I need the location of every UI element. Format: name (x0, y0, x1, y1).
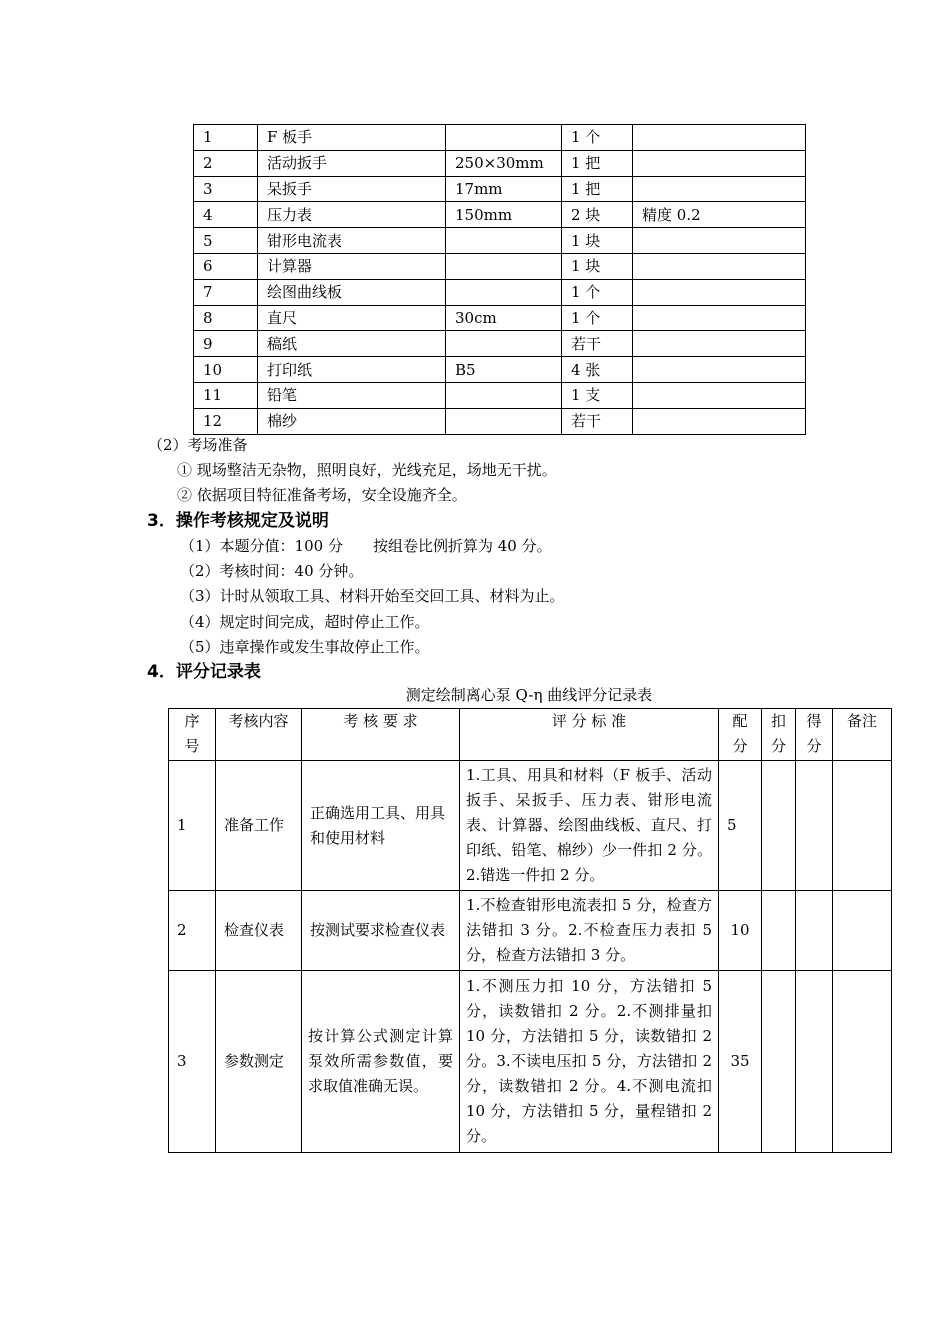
tools-table (193, 124, 806, 435)
tool-no-cell: 4 (194, 202, 258, 228)
tool-note-cell (633, 279, 806, 305)
tool-no-cell: 2 (194, 150, 258, 176)
table-row (194, 253, 806, 279)
tool-spec-cell (446, 331, 562, 357)
tool-qty-cell: 若干 (562, 408, 633, 434)
venue-item-2: ② 依据项目特征准备考场，安全设施齐全。 (177, 486, 467, 504)
tool-spec-cell: 250×30mm (446, 150, 562, 176)
section-3-heading: 3．操作考核规定及说明 (147, 511, 329, 531)
tool-name-cell: 铅笔 (258, 382, 446, 408)
tool-no-cell: 11 (194, 382, 258, 408)
row-requirement: 按测试要求检查仪表 (302, 891, 460, 971)
tool-note-cell (633, 331, 806, 357)
tool-no-cell: 7 (194, 279, 258, 305)
tool-no-cell: 5 (194, 228, 258, 254)
tool-note-cell (633, 176, 806, 202)
tool-spec-cell: 30cm (446, 305, 562, 331)
tool-name-cell: F 板手 (258, 125, 446, 151)
tool-spec-cell (446, 382, 562, 408)
row-content: 检查仪表 (216, 891, 302, 971)
tool-spec-cell (446, 279, 562, 305)
tool-no-cell: 8 (194, 305, 258, 331)
venue-title: （2）考场准备 (148, 436, 248, 454)
tool-qty-cell: 4 张 (562, 357, 633, 383)
table-row (194, 176, 806, 202)
tool-name-cell: 呆扳手 (258, 176, 446, 202)
tool-name-cell: 稿纸 (258, 331, 446, 357)
row-score (796, 891, 833, 971)
header-score: 得分 (796, 709, 833, 761)
tool-note-cell (633, 228, 806, 254)
tool-qty-cell: 1 把 (562, 176, 633, 202)
tool-name-cell: 绘图曲线板 (258, 279, 446, 305)
row-content: 准备工作 (216, 761, 302, 891)
table-row (194, 150, 806, 176)
row-score (796, 761, 833, 891)
tool-name-cell: 压力表 (258, 202, 446, 228)
tool-qty-cell: 1 块 (562, 253, 633, 279)
table-row (194, 331, 806, 357)
tool-name-cell: 棉纱 (258, 408, 446, 434)
header-points: 配分 (719, 709, 762, 761)
row-requirement: 正确选用工具、用具和使用材料 (302, 761, 460, 891)
tool-qty-cell: 1 块 (562, 228, 633, 254)
table-row (194, 228, 806, 254)
tool-note-cell (633, 382, 806, 408)
table-row (169, 891, 892, 971)
table-row (194, 357, 806, 383)
row-deduct (762, 891, 796, 971)
tool-qty-cell: 1 支 (562, 382, 633, 408)
tool-spec-cell: B5 (446, 357, 562, 383)
rule-item-3: （3）计时从领取工具、材料开始至交回工具、材料为止。 (180, 587, 565, 605)
row-remark (833, 971, 892, 1153)
venue-item-1: ① 现场整洁无杂物，照明良好，光线充足，场地无干扰。 (177, 461, 557, 479)
rule-item-5: （5）违章操作或发生事故停止工作。 (180, 638, 430, 656)
tool-no-cell: 12 (194, 408, 258, 434)
row-points: 35 (719, 971, 762, 1153)
tool-name-cell: 钳形电流表 (258, 228, 446, 254)
tool-spec-cell (446, 125, 562, 151)
table-row (169, 971, 892, 1153)
row-no: 3 (169, 971, 216, 1153)
table-row (194, 408, 806, 434)
score-table (168, 708, 892, 1153)
tool-spec-cell (446, 253, 562, 279)
row-no: 1 (169, 761, 216, 891)
tool-name-cell: 活动扳手 (258, 150, 446, 176)
tool-note-cell (633, 408, 806, 434)
row-points: 5 (719, 761, 762, 891)
tool-name-cell: 直尺 (258, 305, 446, 331)
header-deduct: 扣分 (762, 709, 796, 761)
header-no: 序号 (169, 709, 216, 761)
header-remark: 备注 (833, 709, 892, 761)
tool-note-cell (633, 253, 806, 279)
table-row (194, 202, 806, 228)
tool-note-cell (633, 125, 806, 151)
tool-no-cell: 10 (194, 357, 258, 383)
row-no: 2 (169, 891, 216, 971)
row-deduct (762, 761, 796, 891)
score-table-caption: 测定绘制离心泵 Q-η 曲线评分记录表 (405, 686, 653, 704)
tool-note-cell (633, 305, 806, 331)
tool-note-cell: 精度 0.2 (633, 202, 806, 228)
score-table-header-row (169, 709, 892, 761)
row-remark (833, 891, 892, 971)
row-remark (833, 761, 892, 891)
tool-spec-cell: 150mm (446, 202, 562, 228)
table-row (194, 305, 806, 331)
header-requirement: 考 核 要 求 (302, 709, 460, 761)
tool-qty-cell: 1 个 (562, 279, 633, 305)
rule-item-2: （2）考核时间：40 分钟。 (180, 562, 364, 580)
row-points: 10 (719, 891, 762, 971)
tool-no-cell: 9 (194, 331, 258, 357)
tool-name-cell: 计算器 (258, 253, 446, 279)
rule-item-4: （4）规定时间完成，超时停止工作。 (180, 613, 430, 631)
section-4-heading: 4．评分记录表 (147, 662, 261, 682)
row-standard: 1.不检查钳形电流表扣 5 分，检查方法错扣 3 分。2.不检查压力表扣 5 分，检查方法错扣 3 分。 (460, 891, 719, 971)
tool-note-cell (633, 150, 806, 176)
row-score (796, 971, 833, 1153)
tool-qty-cell: 1 把 (562, 150, 633, 176)
tool-name-cell: 打印纸 (258, 357, 446, 383)
table-row (169, 761, 892, 891)
tool-spec-cell (446, 228, 562, 254)
table-row (194, 125, 806, 151)
row-deduct (762, 971, 796, 1153)
tool-no-cell: 1 (194, 125, 258, 151)
tool-no-cell: 3 (194, 176, 258, 202)
table-row (194, 279, 806, 305)
tool-qty-cell: 1 个 (562, 125, 633, 151)
row-requirement: 按计算公式测定计算泵效所需参数值，要求取值准确无误。 (302, 971, 460, 1153)
rule-item-1: （1）本题分值：100 分 按组卷比例折算为 40 分。 (180, 537, 552, 555)
tool-qty-cell: 若干 (562, 331, 633, 357)
tool-note-cell (633, 357, 806, 383)
tool-spec-cell: 17mm (446, 176, 562, 202)
table-row (194, 382, 806, 408)
tool-no-cell: 6 (194, 253, 258, 279)
header-content: 考核内容 (216, 709, 302, 761)
row-standard: 1.不测压力扣 10 分，方法错扣 5 分，读数错扣 2 分。2.不测排量扣 10 分，方法错扣 5 分，读数错扣 2 分。3.不读电压扣 5 分，方法错扣 2 分，读数错扣 2 分。4.不测电流扣 10 分，方法错扣 5 分，量程错扣 2 分。 (460, 971, 719, 1153)
tools-table-body (194, 125, 806, 435)
tool-qty-cell: 1 个 (562, 305, 633, 331)
row-standard: 1.工具、用具和材料（F 板手、活动扳手、呆扳手、压力表、钳形电流表、计算器、绘图曲线板、直尺、打印纸、铅笔、棉纱）少一件扣 2 分。2.错选一件扣 2 分。 (460, 761, 719, 891)
tool-spec-cell (446, 408, 562, 434)
tool-qty-cell: 2 块 (562, 202, 633, 228)
row-content: 参数测定 (216, 971, 302, 1153)
header-standard: 评 分 标 准 (460, 709, 719, 761)
